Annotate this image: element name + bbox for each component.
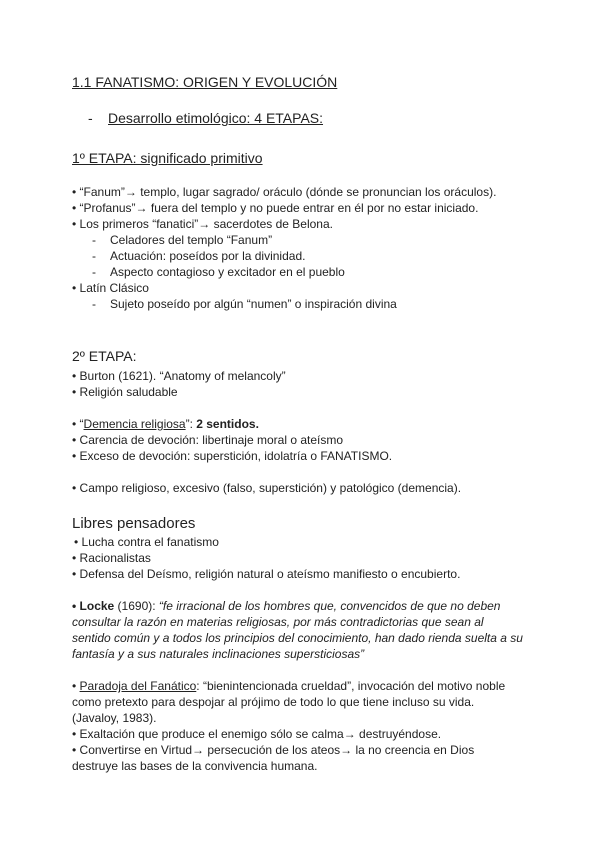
demencia-term: Demencia religiosa [83, 417, 186, 431]
locke-year: (1690): [114, 599, 159, 613]
etapa1-dash-2: - [92, 249, 96, 263]
subtitle: Desarrollo etimológico: 4 ETAPAS: [108, 110, 324, 126]
libres-bullet-exaltacion: • Exaltación que produce el enemigo sólo se calma→ destruyéndose. [72, 727, 442, 741]
libres-bullet-deismo: • Defensa del Deísmo, religión natural o ateísmo manifiesto o encubierto. [72, 567, 461, 581]
libres-bullet-lucha: • Lucha contra el fanatismo [74, 535, 219, 549]
paradoja-term: Paradoja del Fanático [79, 679, 197, 693]
locke-quote-1: “fe irracional de los hombres que, convencidos de que no deben [158, 599, 501, 613]
etapa1-heading: 1º ETAPA: significado primitivo [72, 150, 263, 166]
etapa1-bullet-latin: • Latín Clásico [72, 281, 149, 295]
paradoja-text-2: como pretexto para despojar al prójimo de todo lo que tiene incluso su vida. [72, 695, 475, 709]
paradoja-bullet: • [72, 679, 80, 693]
etapa2-bullet-carencia: • Carencia de devoción: libertinaje moral o ateísmo [72, 433, 344, 447]
libres-bullet-virtud-1: • Convertirse en Virtud→ persecución de los ateos→ la no creencia en Dios [72, 743, 475, 757]
etapa1-sub-celadores: Celadores del templo “Fanum” [110, 233, 273, 247]
libres-heading: Libres pensadores [72, 515, 196, 532]
locke-quote-2: consultar la razón en materias religiosas, por más contradictorias que sean al [72, 615, 484, 629]
etapa2-bullet-campo: • Campo religioso, excesivo (falso, superstición) y patológico (demencia). [72, 481, 462, 495]
etapa1-dash-4: - [92, 297, 96, 311]
libres-bullet-racionalistas: • Racionalistas [72, 551, 151, 565]
etapa1-dash-1: - [92, 233, 96, 247]
document-title: 1.1 FANATISMO: ORIGEN Y EVOLUCIÓN [72, 74, 338, 90]
etapa1-sub-sujeto: Sujeto poseído por algún “numen” o inspiración divina [110, 297, 397, 311]
etapa1-sub-aspecto: Aspecto contagioso y excitador en el pueblo [110, 265, 345, 279]
demencia-prefix: • “ [72, 417, 84, 431]
locke-quote-3: sentido común y a todos los principios del conocimiento, han dado rienda suelta a su [72, 631, 523, 645]
etapa2-bullet-burton: • Burton (1621). “Anatomy of melancoly” [72, 369, 286, 383]
locke-quote-4: fantasía y a sus naturales inclinaciones supersticiosas” [72, 647, 365, 661]
etapa2-heading: 2º ETAPA: [72, 348, 137, 364]
subtitle-dash: - [88, 110, 93, 126]
paradoja-line-1 [72, 678, 505, 694]
libres-bullet-virtud-2: destruye las bases de la convivencia humana. [72, 759, 318, 773]
demencia-mid: ”: [185, 417, 197, 431]
etapa2-bullet-exceso: • Exceso de devoción: superstición, idolatría o FANATISMO. [72, 449, 393, 463]
etapa2-bullet-demencia [72, 416, 259, 432]
etapa1-dash-3: - [92, 265, 96, 279]
paradoja-text-1: : “bienintencionada crueldad”, invocación del motivo noble [196, 679, 506, 693]
demencia-sentidos: 2 sentidos. [196, 417, 259, 431]
etapa1-bullet-profanus: • “Profanus”→ fuera del templo y no puede entrar en él por no estar iniciado. [72, 201, 479, 215]
locke-name: • Locke [72, 599, 115, 613]
etapa2-bullet-religion: • Religión saludable [72, 385, 178, 399]
etapa1-bullet-fanatici: • Los primeros “fanatici”→ sacerdotes de Belona. [72, 217, 333, 231]
etapa1-bullet-fanum: • “Fanum”→ templo, lugar sagrado/ oráculo (dónde se pronuncian los oráculos). [72, 185, 497, 199]
paradoja-text-3: (Javaloy, 1983). [72, 711, 157, 725]
locke-line-1 [72, 598, 500, 614]
etapa1-sub-actuacion: Actuación: poseídos por la divinidad. [110, 249, 306, 263]
